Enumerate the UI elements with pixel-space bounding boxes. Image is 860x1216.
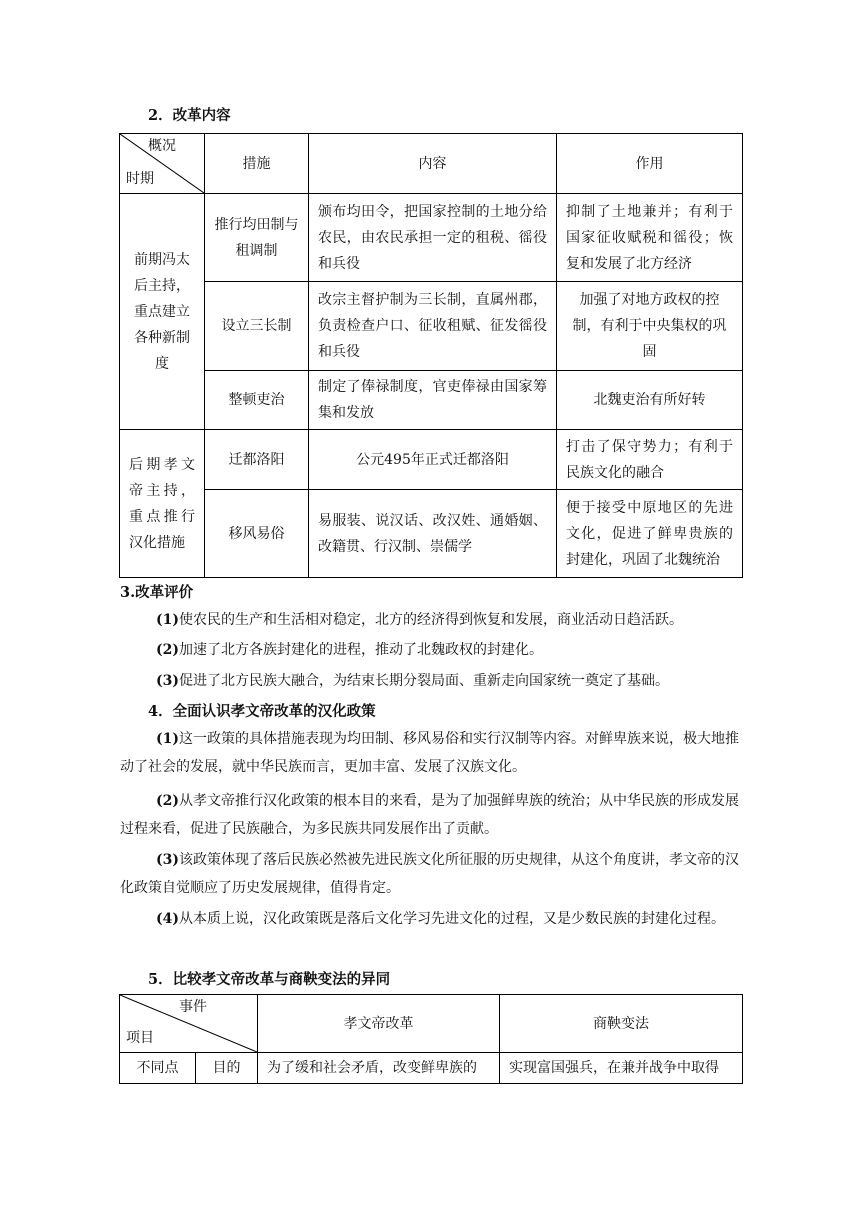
measure-cell: 推行均田制与租调制 bbox=[205, 194, 309, 282]
item-number: (4) bbox=[156, 911, 179, 927]
corner-bottom-label: 项目 bbox=[126, 1030, 154, 1046]
evaluation-item bbox=[120, 667, 742, 695]
effect-cell: 抑制了土地兼并；有利于国家征收赋税和徭役；恢复和发展了北方经济 bbox=[557, 194, 743, 282]
section-3-heading: 3.改革评价 bbox=[120, 584, 194, 601]
corner-bottom-label: 时期 bbox=[126, 171, 154, 187]
content-cell: 改宗主督护制为三长制，直属州郡，负责检查户口、征收租赋、征发徭役和兵役 bbox=[309, 282, 557, 371]
evaluation-item bbox=[120, 606, 742, 634]
effect-cell: 加强了对地方政权的控制，有利于中央集权的巩固 bbox=[557, 282, 743, 371]
item-text: 促进了北方民族大融合，为结束长期分裂局面、重新走向国家统一奠定了基础。 bbox=[179, 673, 669, 689]
column-header: 措施 bbox=[205, 134, 309, 194]
measure-cell: 迁都洛阳 bbox=[205, 430, 309, 490]
item-text: 这一政策的具体措施表现为均田制、移风易俗和实行汉制等内容。对鲜卑族来说，极大地推动了社会的发展，就中华民族而言，更加丰富、发展了汉族文化。 bbox=[120, 731, 739, 775]
section-4-heading: 4．全面认识孝文帝改革的汉化政策 bbox=[148, 703, 376, 720]
effect-cell: 打击了保守势力；有利于民族文化的融合 bbox=[557, 430, 743, 490]
table-row bbox=[120, 430, 743, 490]
evaluation-item bbox=[120, 636, 742, 664]
table-row bbox=[120, 282, 743, 371]
column-header: 孝文帝改革 bbox=[258, 995, 500, 1053]
item-text: 从本质上说，汉化政策既是落后文化学习先进文化的过程，又是少数民族的封建化过程。 bbox=[179, 911, 725, 927]
item-number: (1) bbox=[156, 731, 179, 747]
table-header-row bbox=[120, 995, 743, 1053]
analysis-item bbox=[120, 725, 742, 781]
table-header-row bbox=[120, 134, 743, 194]
corner-top-label: 概况 bbox=[148, 138, 176, 154]
content-cell: 公元495年正式迁都洛阳 bbox=[309, 430, 557, 490]
column-header: 作用 bbox=[557, 134, 743, 194]
content-cell: 实现富国强兵，在兼并战争中取得 bbox=[500, 1053, 743, 1084]
effect-cell: 北魏吏治有所好转 bbox=[557, 371, 743, 430]
content-cell: 制定了俸禄制度，官吏俸禄由国家筹集和发放 bbox=[309, 371, 557, 430]
item-number: (3) bbox=[156, 673, 179, 689]
item-number: (2) bbox=[156, 793, 179, 809]
content-cell: 颁布均田令，把国家控制的土地分给农民，由农民承担一定的租税、徭役和兵役 bbox=[309, 194, 557, 282]
effect-cell: 便于接受中原地区的先进文化，促进了鲜卑贵族的封建化，巩固了北魏统治 bbox=[557, 490, 743, 578]
table-row bbox=[120, 371, 743, 430]
content-cell: 为了缓和社会矛盾，改变鲜卑族的 bbox=[258, 1053, 500, 1084]
diagonal-header-cell bbox=[120, 134, 205, 194]
column-header: 内容 bbox=[309, 134, 557, 194]
item-number: (3) bbox=[156, 852, 179, 868]
section-2-heading: 2．改革内容 bbox=[148, 107, 231, 124]
item-text: 从孝文帝推行汉化政策的根本目的来看，是为了加强鲜卑族的统治；从中华民族的形成发展过程来看，促进了民族融合，为多民族共同发展作出了贡献。 bbox=[120, 793, 739, 837]
measure-cell: 整顿吏治 bbox=[205, 371, 309, 430]
item-text: 加速了北方各族封建化的进程，推动了北魏政权的封建化。 bbox=[179, 642, 543, 658]
item-number: (2) bbox=[156, 642, 179, 658]
analysis-item bbox=[120, 787, 742, 843]
group-cell: 不同点 bbox=[120, 1053, 196, 1084]
content-cell: 易服装、说汉话、改汉姓、通婚姻、改籍贯、行汉制、崇儒学 bbox=[309, 490, 557, 578]
column-header: 商鞅变法 bbox=[500, 995, 743, 1053]
table-row bbox=[120, 490, 743, 578]
reform-content-table bbox=[119, 133, 743, 578]
comparison-table bbox=[119, 994, 743, 1084]
item-number: (1) bbox=[156, 612, 179, 628]
item-cell: 目的 bbox=[196, 1053, 258, 1084]
measure-cell: 设立三长制 bbox=[205, 282, 309, 371]
analysis-item bbox=[120, 905, 742, 933]
period-cell-late: 后期孝文帝主持，重点推行汉化措施 bbox=[120, 430, 205, 578]
diagonal-header-cell bbox=[120, 995, 258, 1053]
table-row bbox=[120, 1053, 743, 1084]
section-5-heading: 5．比较孝文帝改革与商鞅变法的异同 bbox=[148, 971, 391, 988]
analysis-item bbox=[120, 846, 742, 902]
measure-cell: 移风易俗 bbox=[205, 490, 309, 578]
table-row bbox=[120, 194, 743, 282]
period-cell-early: 前期冯太后主持，重点建立各种新制度 bbox=[120, 194, 205, 430]
item-text: 该政策体现了落后民族必然被先进民族文化所征服的历史规律，从这个角度讲，孝文帝的汉化政策自觉顺应了历史发展规律，值得肯定。 bbox=[120, 852, 739, 896]
item-text: 使农民的生产和生活相对稳定，北方的经济得到恢复和发展，商业活动日趋活跃。 bbox=[179, 612, 683, 628]
corner-top-label: 事件 bbox=[179, 999, 207, 1015]
